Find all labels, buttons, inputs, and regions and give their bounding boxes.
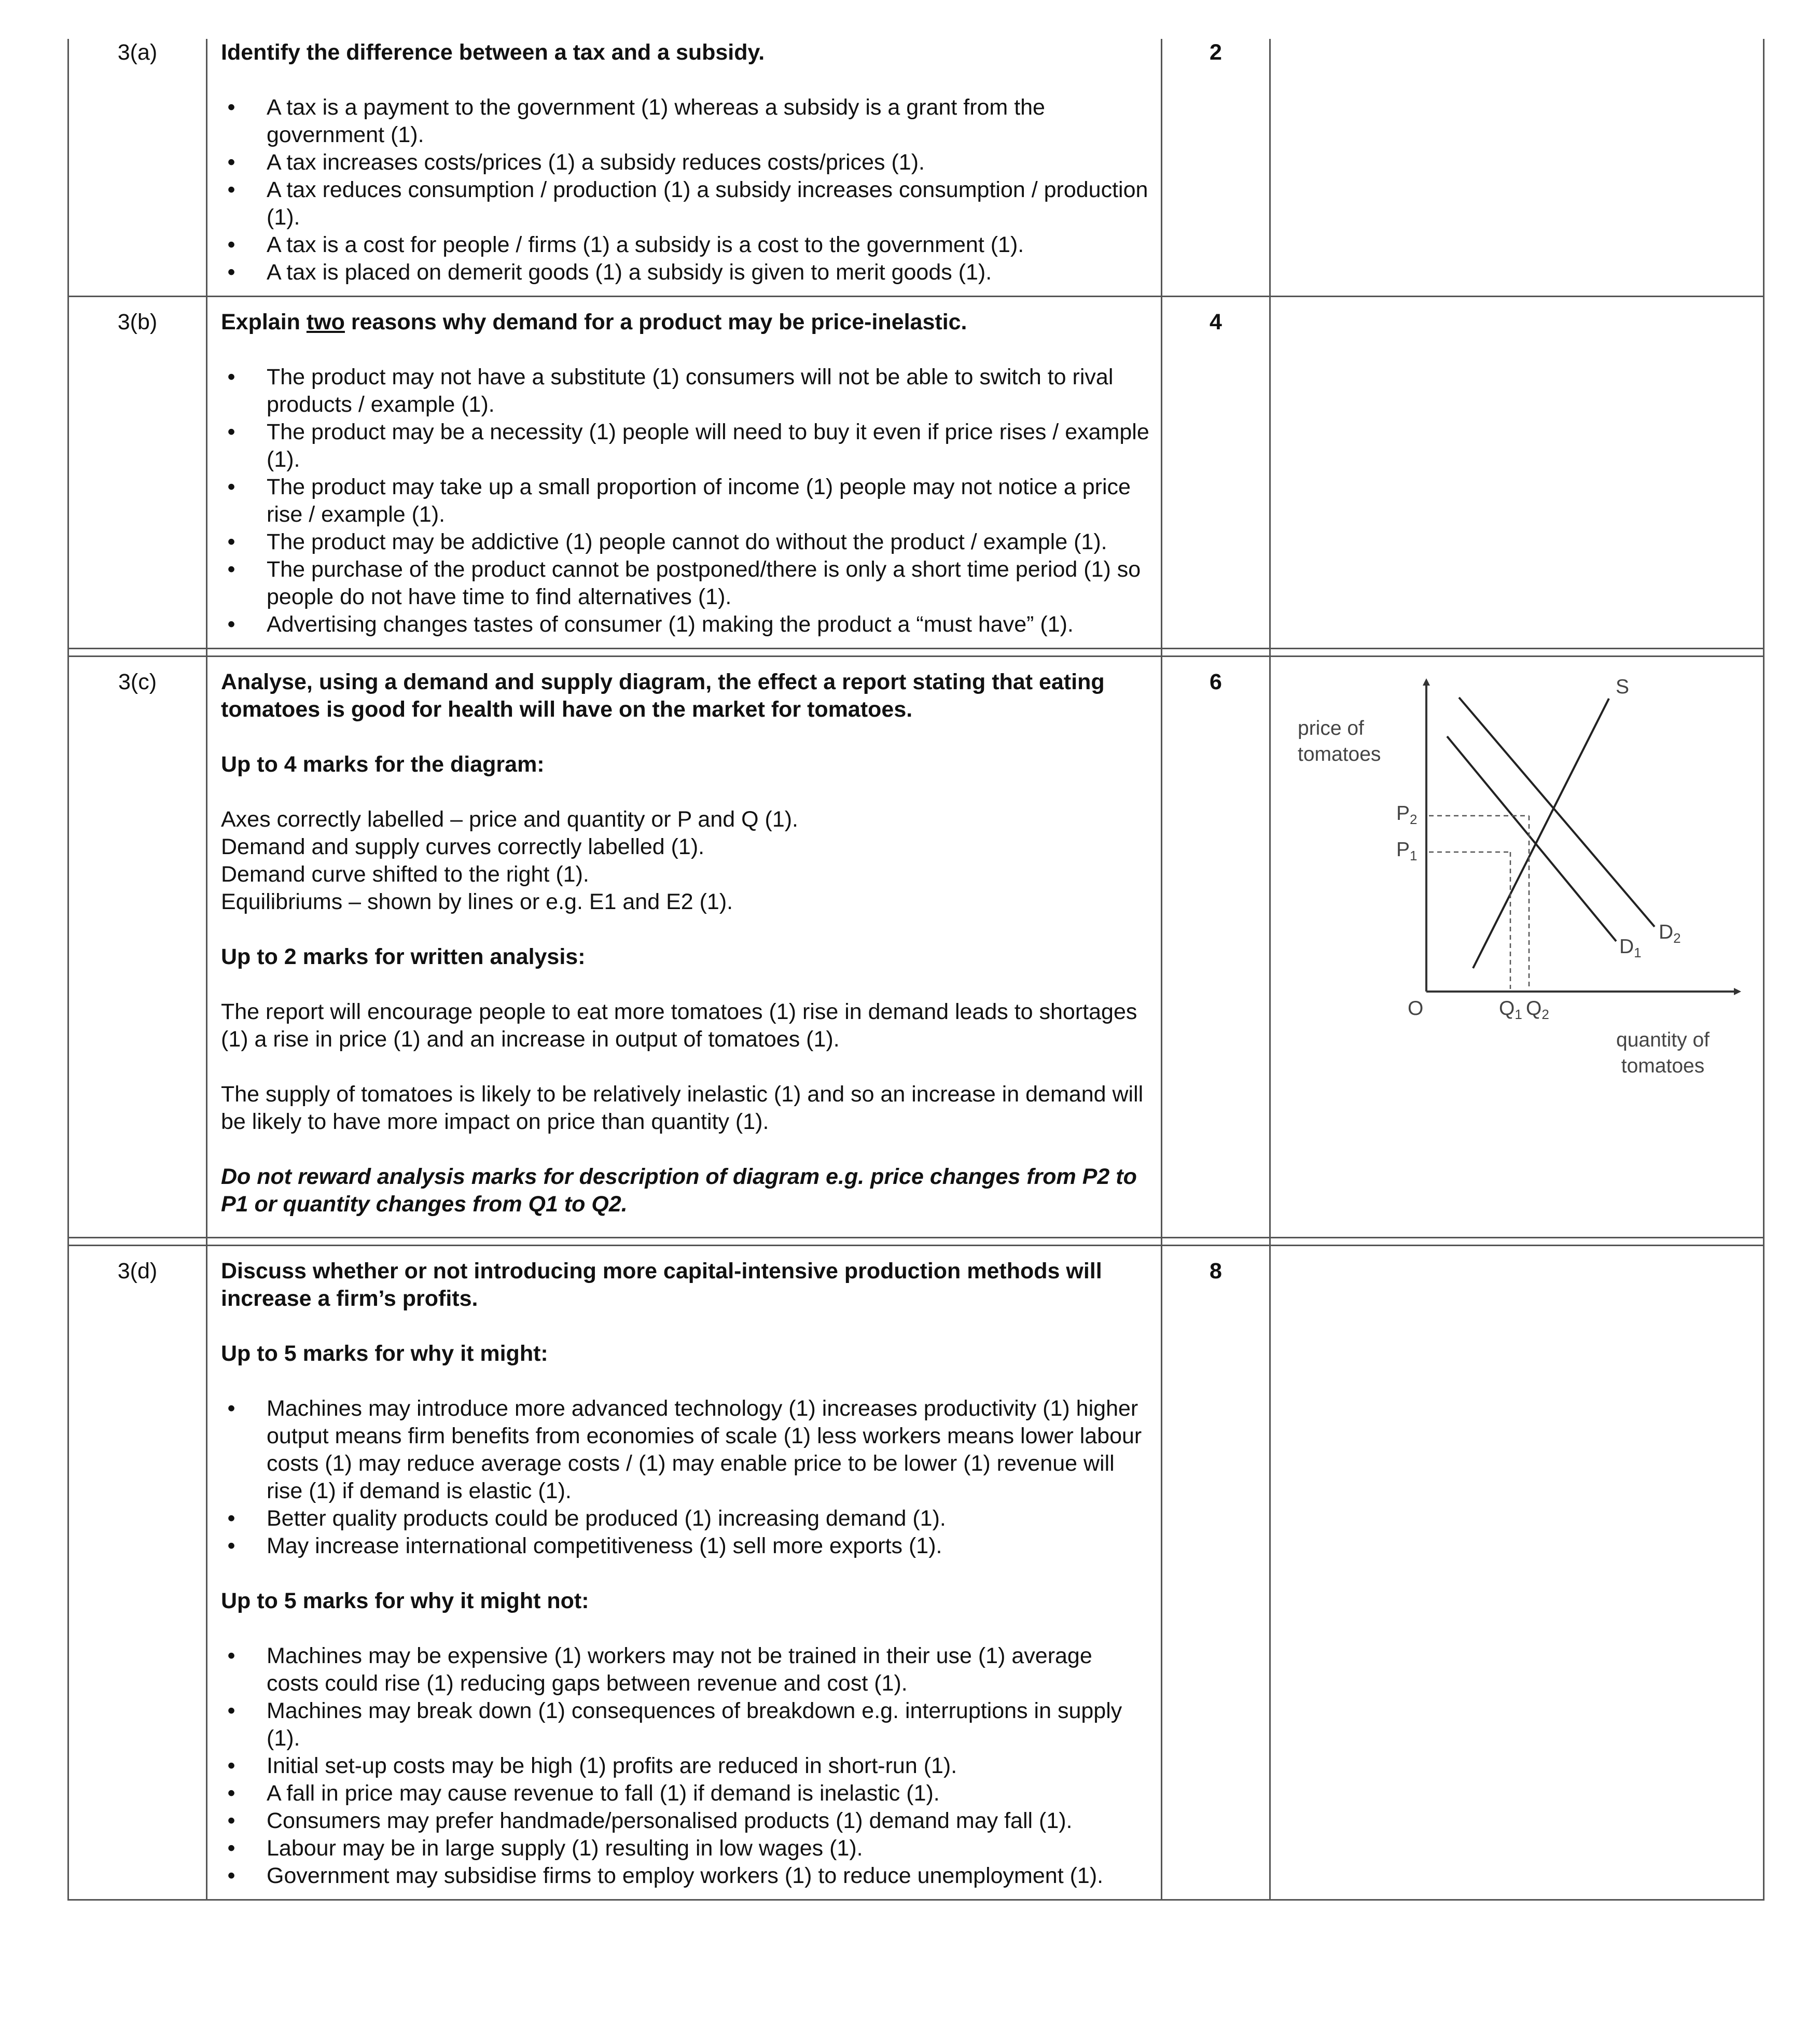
mark-scheme-table bbox=[67, 39, 1765, 1901]
row-separator bbox=[68, 649, 1764, 657]
criterion-line: Axes correctly labelled – price and quantity or P and Q (1). bbox=[221, 807, 799, 832]
origin-label: O bbox=[1408, 997, 1424, 1020]
list-item: • The product may be a necessity (1) people will need to buy it even if price rises / example (1). bbox=[227, 420, 1149, 472]
list-item: • A tax is placed on demerit goods (1) a subsidy is given to merit goods (1). bbox=[227, 260, 992, 285]
might-heading: Up to 5 marks for why it might: bbox=[221, 1341, 548, 1366]
list-item: • Machines may be expensive (1) workers may not be trained in their use (1) average costs could rise (1) reducing gaps between revenue and cost (1). bbox=[227, 1643, 1092, 1696]
list-item: • Advertising changes tastes of consumer (1) making the product a “must have” (1). bbox=[227, 612, 1074, 637]
list-item: • Initial set-up costs may be high (1) profits are reduced in short-run (1). bbox=[227, 1753, 957, 1778]
diagram-marks-heading: Up to 4 marks for the diagram: bbox=[221, 752, 545, 777]
x-axis-label: quantity of bbox=[1616, 1029, 1710, 1051]
guidance-cell bbox=[1270, 39, 1764, 297]
question-text: Explain two reasons why demand for a product may be price-inelastic. bbox=[221, 310, 967, 334]
list-item: • The purchase of the product cannot be postponed/there is only a short time period (1) so people do not have time to find alternatives (1). bbox=[227, 557, 1141, 609]
quantity-2-label: $Q_2$ bbox=[1526, 997, 1549, 1022]
might-not-bullets bbox=[221, 1642, 1149, 1890]
question-text: Discuss whether or not introducing more capital-intensive production methods will increase a firm’s profits. bbox=[221, 1259, 1102, 1311]
list-item: • The product may take up a small proportion of income (1) people may not notice a price rise / example (1). bbox=[227, 475, 1131, 527]
price-2-label: $P_2$ bbox=[1396, 802, 1418, 827]
question-number: 3(d) bbox=[68, 1246, 207, 1900]
list-item: • Better quality products could be produced (1) increasing demand (1). bbox=[227, 1506, 946, 1531]
demand-curve-1 bbox=[1447, 736, 1616, 941]
answer-cell bbox=[207, 297, 1162, 649]
question-text: Analyse, using a demand and supply diagram, the effect a report stating that eating tomatoes is good for health will have on the market for tomatoes. bbox=[221, 669, 1105, 722]
list-item: • Consumers may prefer handmade/personalised products (1) demand may fall (1). bbox=[227, 1808, 1073, 1833]
list-item: • A fall in price may cause revenue to fall (1) if demand is inelastic (1). bbox=[227, 1781, 940, 1806]
marks-value: 4 bbox=[1162, 297, 1270, 649]
y-axis-label: price of bbox=[1298, 717, 1364, 740]
criterion-line: Demand curve shifted to the right (1). bbox=[221, 862, 589, 887]
y-axis-label: tomatoes bbox=[1298, 743, 1381, 765]
list-item: • The product may be addictive (1) people cannot do without the product / example (1). bbox=[227, 529, 1107, 554]
x-axis-label: tomatoes bbox=[1621, 1055, 1705, 1077]
list-item: • Government may subsidise firms to employ workers (1) to reduce unemployment (1). bbox=[227, 1863, 1104, 1888]
supply-label: S bbox=[1616, 676, 1630, 698]
question-number: 3(c) bbox=[68, 657, 207, 1238]
question-number: 3(b) bbox=[68, 297, 207, 649]
list-item: • May increase international competitiveness (1) sell more exports (1). bbox=[227, 1533, 942, 1558]
answer-bullets bbox=[221, 364, 1149, 638]
list-item: • A tax reduces consumption / production (1) a subsidy increases consumption / production (1). bbox=[227, 177, 1148, 230]
answer-bullets bbox=[221, 94, 1149, 286]
list-item: • The product may not have a substitute (1) consumers will not be able to switch to rival products / example (1). bbox=[227, 365, 1114, 417]
analysis-paragraph: The supply of tomatoes is likely to be relatively inelastic (1) and so an increase in demand will be likely to have more impact on price than quantity (1). bbox=[221, 1082, 1144, 1134]
list-item: • Machines may introduce more advanced technology (1) increases productivity (1) higher output means firm benefits from economies of scale (1) less workers means lower labour costs (1) may reduce average costs / (1) may enable price to be lower (1) revenue will rise (1) if demand is elastic (1). bbox=[227, 1396, 1142, 1503]
criterion-line: Equilibriums – shown by lines or e.g. E1 and E2 (1). bbox=[221, 889, 733, 914]
price-1-label: $P_1$ bbox=[1396, 839, 1418, 863]
might-bullets bbox=[221, 1395, 1149, 1560]
marks-value: 6 bbox=[1162, 657, 1270, 1238]
question-row-3c bbox=[68, 657, 1764, 1238]
analysis-marks-heading: Up to 2 marks for written analysis: bbox=[221, 944, 586, 969]
question-row-3b bbox=[68, 297, 1764, 649]
list-item: • Labour may be in large supply (1) resulting in low wages (1). bbox=[227, 1836, 863, 1861]
marks-value: 2 bbox=[1162, 39, 1270, 297]
list-item: • A tax is a payment to the government (1) whereas a subsidy is a grant from the government (1). bbox=[227, 95, 1045, 147]
demand-2-label: $D_2$ bbox=[1659, 921, 1681, 946]
criterion-line: Demand and supply curves correctly labelled (1). bbox=[221, 834, 705, 859]
marks-value: 8 bbox=[1162, 1246, 1270, 1900]
answer-cell bbox=[207, 657, 1162, 1238]
quantity-1-label: $Q_1$ bbox=[1499, 997, 1522, 1022]
list-item: • Machines may break down (1) consequences of breakdown e.g. interruptions in supply (1). bbox=[227, 1698, 1122, 1751]
guidance-cell bbox=[1270, 1246, 1764, 1900]
demand-curve-2 bbox=[1459, 697, 1655, 927]
mark-scheme-document bbox=[67, 39, 1757, 1901]
question-row-3d bbox=[68, 1246, 1764, 1900]
row-separator bbox=[68, 1238, 1764, 1246]
demand-supply-diagram bbox=[1271, 657, 1763, 1237]
examiner-note: Do not reward analysis marks for description of diagram e.g. price changes from P2 to P1 or quantity changes from Q1 to Q2. bbox=[221, 1164, 1137, 1217]
list-item: • A tax increases costs/prices (1) a subsidy reduces costs/prices (1). bbox=[227, 150, 925, 175]
question-text: Identify the difference between a tax and a subsidy. bbox=[221, 40, 765, 65]
list-item: • A tax is a cost for people / firms (1) a subsidy is a cost to the government (1). bbox=[227, 232, 1024, 257]
analysis-paragraph: The report will encourage people to eat more tomatoes (1) rise in demand leads to shortages (1) a rise in price (1) and an increase in output of tomatoes (1). bbox=[221, 999, 1137, 1052]
demand-1-label: $D_1$ bbox=[1619, 936, 1642, 960]
might-not-heading: Up to 5 marks for why it might not: bbox=[221, 1588, 589, 1613]
question-row-3a bbox=[68, 39, 1764, 297]
question-number: 3(a) bbox=[68, 39, 207, 297]
diagram-cell bbox=[1270, 657, 1764, 1238]
answer-cell bbox=[207, 1246, 1162, 1900]
guidance-cell bbox=[1270, 297, 1764, 649]
answer-cell bbox=[207, 39, 1162, 297]
